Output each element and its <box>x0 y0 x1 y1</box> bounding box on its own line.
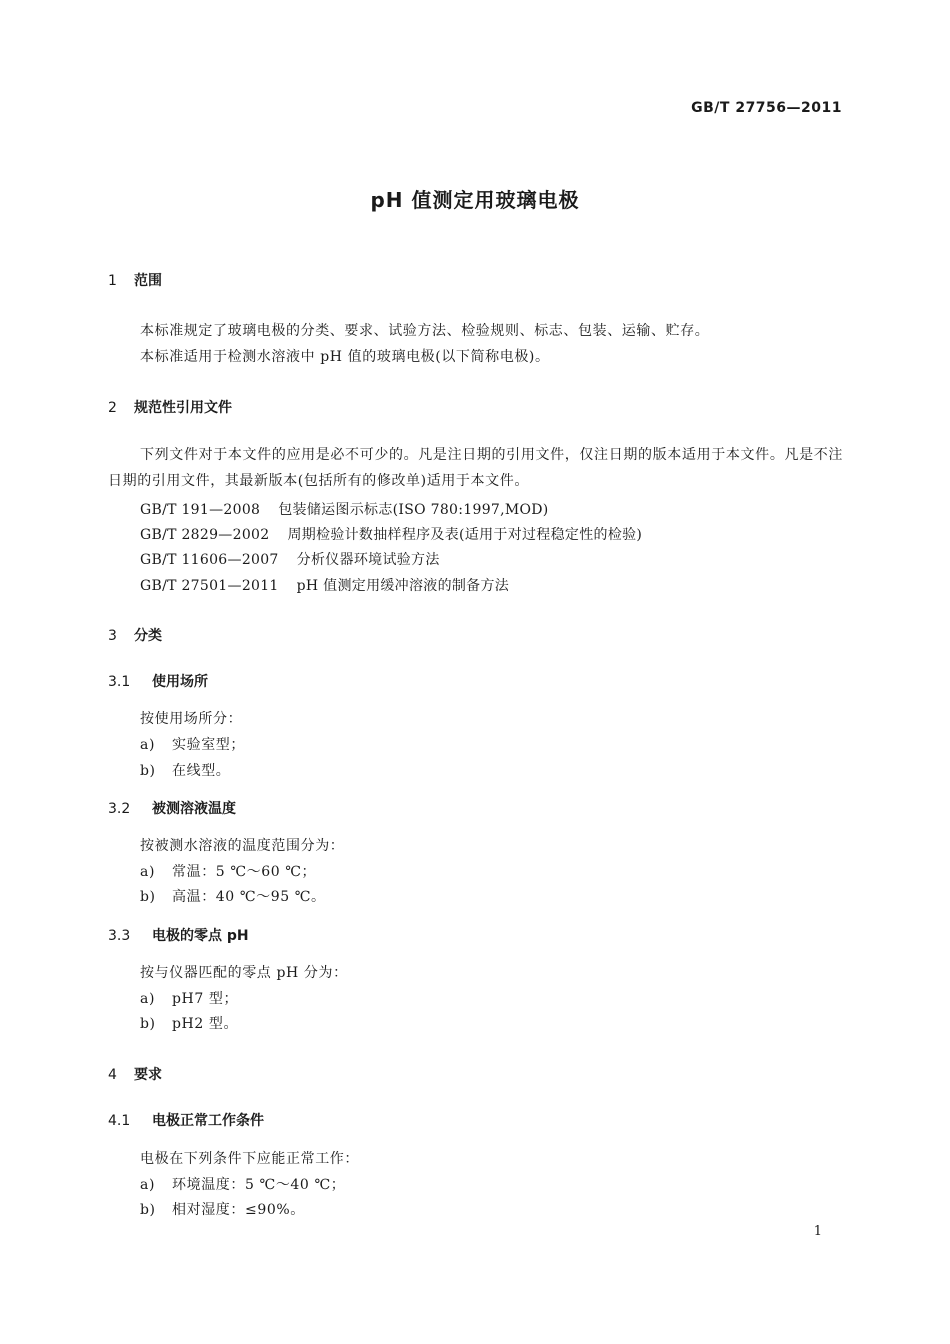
reference-item <box>140 524 642 544</box>
reference-code: GB/T 2829—2002 <box>140 527 270 543</box>
list-item <box>140 988 238 1008</box>
reference-item <box>140 499 549 519</box>
list-marker: b) <box>140 763 156 779</box>
section-2-heading <box>108 397 232 417</box>
list-text: pH7 型； <box>172 991 239 1007</box>
list-item <box>140 1013 238 1033</box>
reference-item <box>140 575 509 595</box>
paragraph: 本标准适用于检测水溶液中 pH 值的玻璃电极(以下简称电极)。 <box>140 349 550 365</box>
paragraph: 按与仪器匹配的零点 pH 分为： <box>140 965 348 981</box>
list-item <box>140 886 326 906</box>
list-item <box>140 734 245 754</box>
subsection-3-3-heading <box>108 925 249 945</box>
standard-code: GB/T 27756—2011 <box>691 100 842 116</box>
subsection-title: 电极正常工作条件 <box>152 1113 264 1129</box>
list-marker: b) <box>140 1202 156 1218</box>
list-text: 实验室型； <box>172 737 245 753</box>
subsection-3-2-heading <box>108 798 236 818</box>
subsection-number: 3.2 <box>108 801 131 817</box>
section-number: 2 <box>108 400 117 416</box>
section-1-heading <box>108 270 162 290</box>
subsection-title: 电极的零点 pH <box>152 928 249 944</box>
list-item <box>140 760 230 780</box>
section-number: 1 <box>108 273 117 289</box>
subsection-4-1-heading <box>108 1110 264 1130</box>
subsection-number: 3.3 <box>108 928 131 944</box>
list-item <box>140 1174 345 1194</box>
list-item <box>140 1199 305 1219</box>
section-title: 规范性引用文件 <box>134 400 232 416</box>
section-number: 3 <box>108 628 117 644</box>
subsection-number: 3.1 <box>108 674 131 690</box>
reference-title: 包装储运图示标志(ISO 780:1997,MOD) <box>278 502 549 518</box>
list-text: pH2 型。 <box>172 1016 239 1032</box>
list-text: 在线型。 <box>172 763 231 779</box>
reference-code: GB/T 11606—2007 <box>140 552 279 568</box>
list-text: 高温：40 ℃～95 ℃。 <box>172 889 326 905</box>
reference-title: 分析仪器环境试验方法 <box>296 552 440 568</box>
reference-title: pH 值测定用缓冲溶液的制备方法 <box>296 578 510 594</box>
paragraph: 按使用场所分： <box>140 711 243 727</box>
list-marker: a) <box>140 864 156 880</box>
section-title: 要求 <box>134 1067 162 1083</box>
reference-item <box>140 549 440 569</box>
list-marker: a) <box>140 737 156 753</box>
section-title: 分类 <box>134 628 162 644</box>
document-title: pH 值测定用玻璃电极 <box>370 188 580 212</box>
section-number: 4 <box>108 1067 117 1083</box>
list-marker: b) <box>140 1016 156 1032</box>
list-marker: a) <box>140 1177 156 1193</box>
paragraph: 电极在下列条件下应能正常工作： <box>140 1151 359 1167</box>
subsection-number: 4.1 <box>108 1113 131 1129</box>
list-marker: a) <box>140 991 156 1007</box>
subsection-3-1-heading <box>108 671 208 691</box>
section-4-heading <box>108 1064 162 1084</box>
list-text: 常温：5 ℃～60 ℃； <box>172 864 317 880</box>
list-marker: b) <box>140 889 156 905</box>
list-text: 相对湿度：≤90%。 <box>172 1202 305 1218</box>
reference-code: GB/T 191—2008 <box>140 502 261 518</box>
paragraph: 按被测水溶液的温度范围分为： <box>140 838 345 854</box>
section-3-heading <box>108 625 162 645</box>
page-number: 1 <box>813 1224 822 1239</box>
paragraph: 下列文件对于本文件的应用是必不可少的。凡是注日期的引用文件，仅注日期的版本适用于本文件。凡是不注日期的引用文件，其最新版本(包括所有的修改单)适用于本文件。 <box>108 447 843 489</box>
list-text: 环境温度：5 ℃～40 ℃； <box>172 1177 346 1193</box>
section-title: 范围 <box>134 273 162 289</box>
reference-title: 周期检验计数抽样程序及表(适用于对过程稳定性的检验) <box>287 527 643 543</box>
subsection-title: 使用场所 <box>152 674 208 690</box>
reference-code: GB/T 27501—2011 <box>140 578 279 594</box>
paragraph: 本标准规定了玻璃电极的分类、要求、试验方法、检验规则、标志、包装、运输、贮存。 <box>140 323 710 339</box>
list-item <box>140 861 316 881</box>
subsection-title: 被测溶液温度 <box>152 801 236 817</box>
